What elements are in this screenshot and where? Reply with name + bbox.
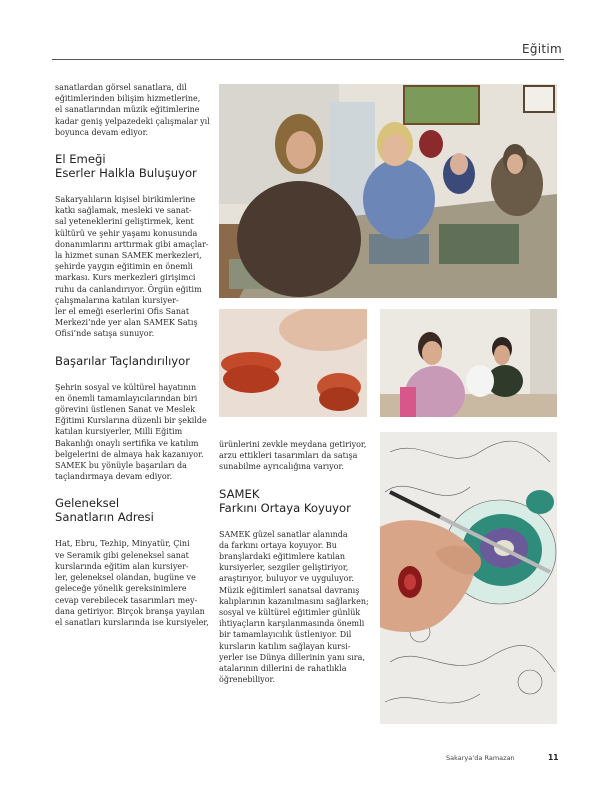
continuation-paragraph: ürünlerini zevkle meydana getiriyor, arzu ettikleri tasarımları da satışa sunabilme ayrıcalığına varıyor.: [219, 440, 367, 472]
painting-class-photo-drawing: [380, 309, 557, 417]
painting-class-photo: [380, 309, 557, 417]
header-rule: [52, 59, 564, 60]
section-title: Eğitim: [521, 42, 562, 56]
section-heading-geleneksel: Geleneksel Sanatların Adresi: [55, 496, 154, 525]
section-body-geleneksel: Hat, Ebru, Tezhip, Minyatür, Çini ve Seramik gibi geleneksel sanat kurslarında eğitim alan kursiyer- ler, geleneksel olandan, bugüne ve geleceğe yönelik gereksinimlere cevap verebilecek tasarımları mey- dana getiriyor. Birçok branşa yayılan el sanatları kurslarında ise kursiyeler,: [55, 539, 209, 627]
intro-paragraph: sanatlardan görsel sanatlara, dil eğitimlerinden bilişim hizmetlerine, el sanatlarından müzik eğitimlerine kadar geniş yelpazedeki çalışmalar yıl boyunca devam ediyor.: [55, 83, 210, 137]
ceramic-painting-photo-drawing: [380, 432, 557, 724]
page-number: 11: [548, 753, 559, 762]
section-body-el-emegi: Sakaryalıların kişisel birikimlerine katkı sağlamak, mesleki ve sanat- sal yeteneklerini geliştirmek, kent kültürü ve şehir yaşamı konusunda donanımlarını arttırmak gibi amaçlar- la hizmet sunan SAMEK merkezleri, şehirde yaygın eğitimin en önemli markası. Kurs merkezleri girişimci ruhu da canlandırıyor. Örgün eğitim çalışmalarına katılan kursiyer- ler el emeği eserlerini Ofis Sanat Merkezi’nde yer alan SAMEK Satış Ofisi’nde satışa sunuyor.: [55, 195, 209, 339]
footer-magazine-name: Sakarya’da Ramazan: [446, 754, 515, 762]
middle-text-column: [219, 439, 379, 685]
left-text-column: [55, 82, 213, 628]
section-heading-el-emegi: El Emeği Eserler Halkla Buluşuyor: [55, 152, 197, 181]
workshop-photo-drawing: [219, 84, 557, 298]
section-body-samek: SAMEK güzel sanatlar alanında da farkını ortaya koyuyor. Bu branşlardaki eğitimlere katılan kursiyerler, sezgiler geliştiriyor, araştırıyor, buluyor ve uyguluyor. Müzik eğitimleri sanatsal davranış kalıplarının kazanılmasını sağlarken; sosyal ve kültürel eğitimler günlük ihtiyaçların karşılanmasında önemli bir tamamlayıcılık üstleniyor. Dil kursların katılım sağlayan kursi- yerler ise Dünya dillerinin yanı sıra, atalarının dillerini de rahatlıkla öğrenebiliyor.: [219, 529, 369, 685]
section-body-basarilar: Şehrin sosyal ve kültürel hayatının en önemli tamamlayıcılarından biri görevini üstlenen Sanat ve Meslek Eğitimi Kurslarına düzenli bir şekilde katılan kursiyerler, Milli Eğitim Bakanlığı onaylı sertifika ve katılım belgelerini de almaya hak kazanıyor. SAMEK bu yönüyle başarıları da taçlandırmaya devam ediyor.: [55, 382, 207, 482]
ceramic-painting-photo: [380, 432, 557, 724]
cups-photo: [219, 309, 367, 417]
workshop-photo: [219, 84, 557, 298]
cups-photo-drawing: [219, 309, 367, 417]
section-heading-samek: SAMEK Farkını Ortaya Koyuyor: [219, 486, 351, 515]
section-heading-basarilar: Başarılar Taçlandırılıyor: [55, 353, 191, 368]
